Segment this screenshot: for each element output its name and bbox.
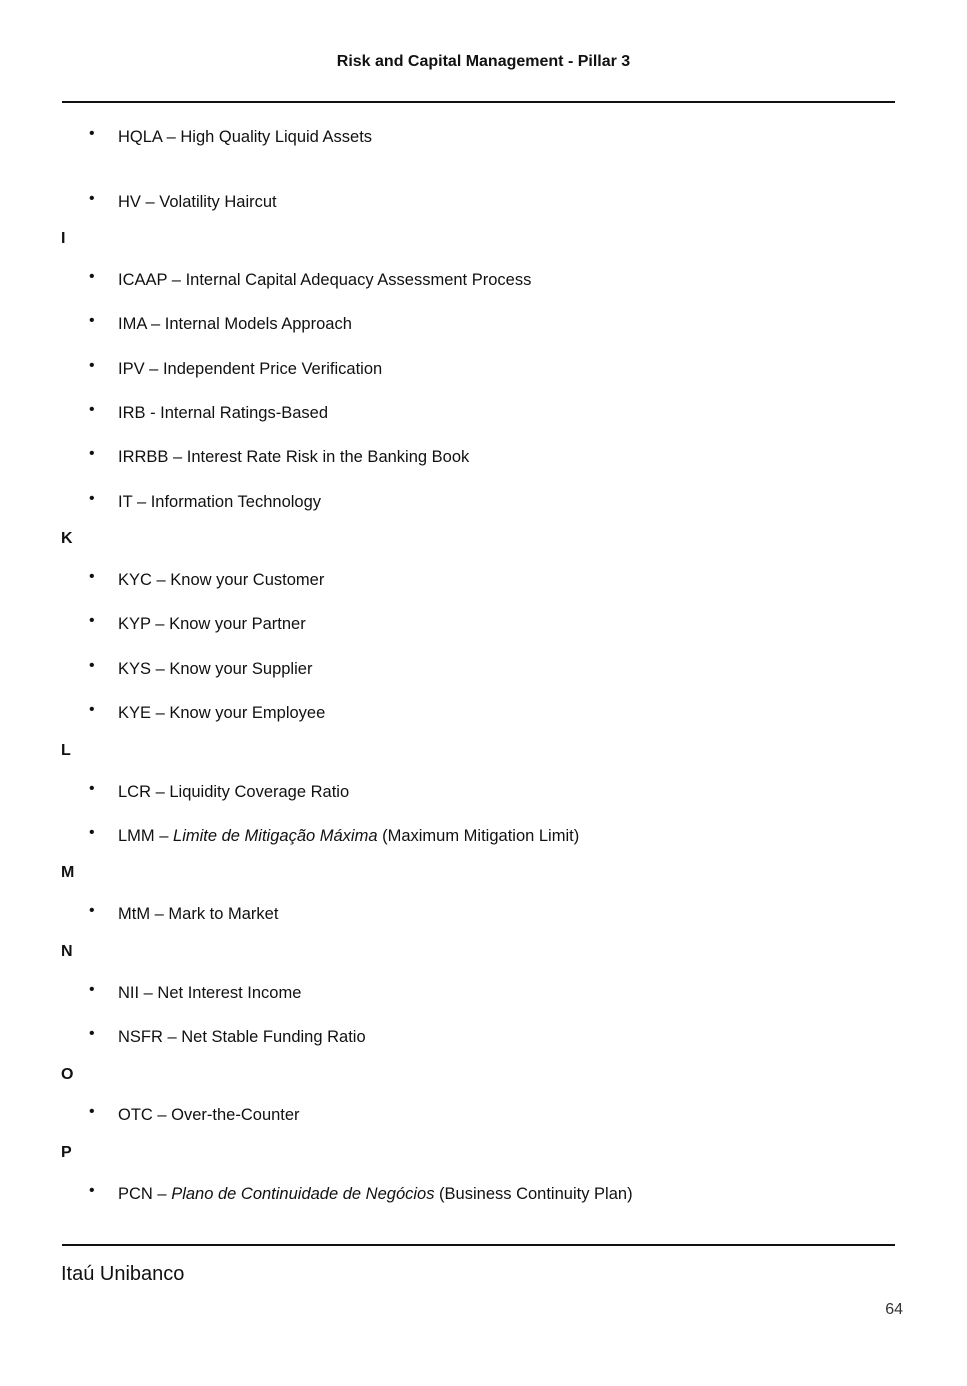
list-item-text: KYC – Know your Customer xyxy=(118,571,325,589)
list-item xyxy=(88,270,531,291)
list-item xyxy=(88,1184,633,1205)
bullet-icon: • xyxy=(89,902,95,919)
list-item-text: HV – Volatility Haircut xyxy=(118,193,277,211)
bullet-icon: • xyxy=(89,824,95,841)
list-item xyxy=(88,703,325,724)
list-item xyxy=(88,314,352,335)
bullet-icon: • xyxy=(89,490,95,507)
list-item xyxy=(88,614,306,635)
footer-brand: Itaú Unibanco xyxy=(61,1263,185,1285)
bullet-icon: • xyxy=(89,568,95,585)
bullet-icon: • xyxy=(89,1025,95,1042)
bullet-icon: • xyxy=(89,312,95,329)
list-item xyxy=(88,1027,366,1048)
list-item-text: KYP – Know your Partner xyxy=(118,615,306,633)
section-letter-o: O xyxy=(61,1066,74,1083)
term-translation: (Business Continuity Plan) xyxy=(434,1185,633,1203)
page-header-title: Risk and Capital Management - Pillar 3 xyxy=(336,53,631,70)
list-item xyxy=(88,492,321,513)
section-letter-n: N xyxy=(61,943,73,960)
list-item-text: IRB - Internal Ratings-Based xyxy=(118,404,329,422)
footer-rule xyxy=(62,1244,895,1246)
list-item xyxy=(88,192,277,213)
list-item xyxy=(88,983,301,1004)
bullet-icon: • xyxy=(89,401,95,418)
list-item-text: ICAAP – Internal Capital Adequacy Assessment Process xyxy=(118,271,532,289)
bullet-icon: • xyxy=(89,190,95,207)
list-item xyxy=(88,659,312,680)
bullet-icon: • xyxy=(89,1182,95,1199)
list-item-text: MtM – Mark to Market xyxy=(118,905,279,923)
list-item-text: KYE – Know your Employee xyxy=(118,704,326,722)
bullet-icon: • xyxy=(89,780,95,797)
section-letter-k: K xyxy=(61,530,73,547)
list-item xyxy=(88,359,382,380)
term-original-language: Plano de Continuidade de Negócios xyxy=(171,1185,435,1203)
bullet-icon: • xyxy=(89,701,95,718)
bullet-icon: • xyxy=(89,357,95,374)
list-item-text: IT – Information Technology xyxy=(118,493,322,511)
list-item-text: IRRBB – Interest Rate Risk in the Banking Book xyxy=(118,448,470,466)
list-item-text xyxy=(118,827,579,845)
list-item-text: NSFR – Net Stable Funding Ratio xyxy=(118,1028,366,1046)
term-translation: (Maximum Mitigation Limit) xyxy=(377,827,580,845)
term-abbreviation: LMM – xyxy=(118,827,174,845)
header-rule xyxy=(62,101,895,103)
list-item xyxy=(88,127,372,148)
list-item-text xyxy=(118,1185,633,1203)
list-item xyxy=(88,904,278,925)
list-item-text: OTC – Over-the-Counter xyxy=(118,1106,300,1124)
section-letter-i: I xyxy=(61,230,66,247)
page-number: 64 xyxy=(885,1301,903,1318)
section-letter-l: L xyxy=(61,742,71,759)
bullet-icon: • xyxy=(89,981,95,998)
list-item xyxy=(88,447,469,468)
list-item xyxy=(88,826,579,847)
bullet-icon: • xyxy=(89,1103,95,1120)
section-letter-p: P xyxy=(61,1144,72,1161)
bullet-icon: • xyxy=(89,612,95,629)
list-item xyxy=(88,570,324,591)
list-item xyxy=(88,1105,300,1126)
list-item-text: LCR – Liquidity Coverage Ratio xyxy=(118,783,350,801)
list-item-text: HQLA – High Quality Liquid Assets xyxy=(118,128,373,146)
list-item-text: NII – Net Interest Income xyxy=(118,984,302,1002)
bullet-icon: • xyxy=(89,657,95,674)
term-abbreviation: PCN – xyxy=(118,1185,172,1203)
bullet-icon: • xyxy=(89,445,95,462)
term-original-language: Limite de Mitigação Máxima xyxy=(173,827,378,845)
bullet-icon: • xyxy=(89,125,95,142)
list-item xyxy=(88,403,328,424)
list-item-text: IMA – Internal Models Approach xyxy=(118,315,352,333)
list-item-text: IPV – Independent Price Verification xyxy=(118,360,383,378)
section-letter-m: M xyxy=(61,864,75,881)
list-item-text: KYS – Know your Supplier xyxy=(118,660,313,678)
bullet-icon: • xyxy=(89,268,95,285)
list-item xyxy=(88,782,349,803)
